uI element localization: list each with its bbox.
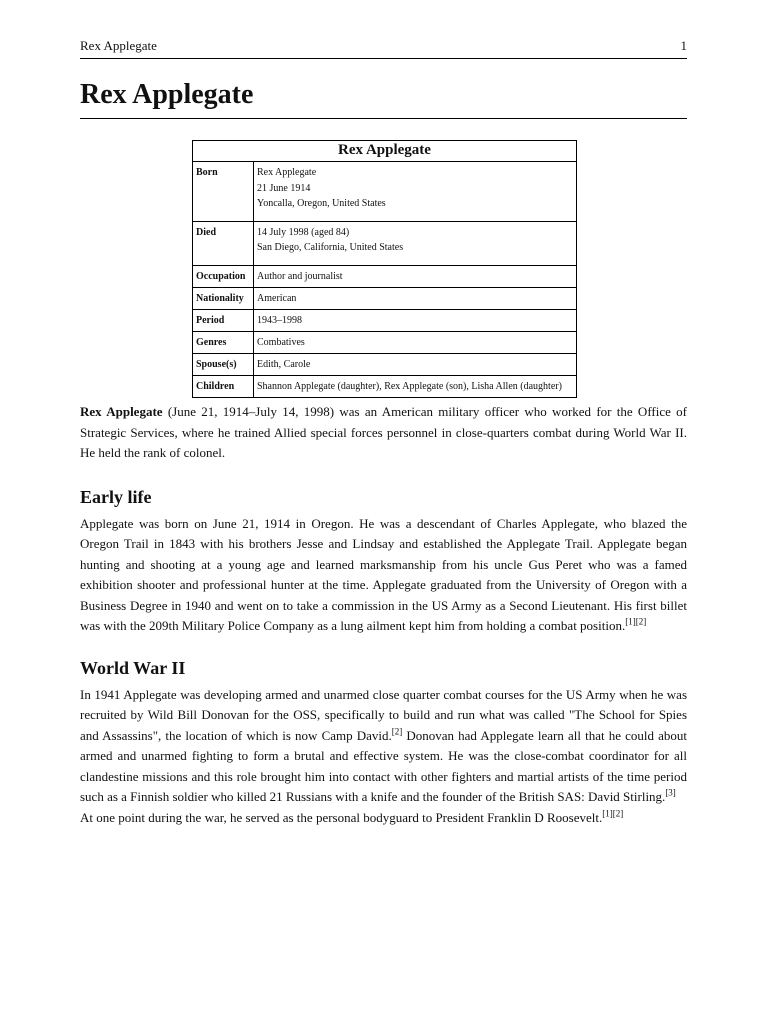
ww2-paragraph-1	[80, 685, 687, 808]
infobox-label-died: Died	[193, 221, 254, 265]
early-life-text: Applegate was born on June 21, 1914 in Oregon. He was a descendant of Charles Applegate, who blazed the Oregon Trail in 1843 with his brothers Jesse and Lindsay and established the Applegate Trail. Applegate began hunting and shooting at a young age and learned marksmanship from his uncle Gus Peret who was a famed exhibition shooter and professional hunter at the time. Applegate graduated from the University of Oregon with a Business Degree in 1940 and went on to take a commission in the US Army as a Second Lieutenant. His first billet was with the 209th Military Police Company as a lung ailment kept him from holding a combat position.	[80, 515, 687, 633]
infobox-caption-row	[193, 141, 577, 162]
infobox-caption: Rex Applegate	[193, 141, 577, 162]
died-place: San Diego, California, United States	[257, 242, 404, 253]
infobox-value-nationality: American	[254, 287, 577, 309]
infobox-row-children	[193, 375, 577, 397]
infobox-label-nationality: Nationality	[193, 287, 254, 309]
running-header	[80, 38, 687, 59]
infobox-value-children: Shannon Applegate (daughter), Rex Applegate (son), Lisha Allen (daughter)	[254, 375, 577, 397]
infobox-label-occupation: Occupation	[193, 265, 254, 287]
infobox-label-children: Children	[193, 375, 254, 397]
page-title: Rex Applegate	[80, 78, 687, 119]
infobox-label-period: Period	[193, 309, 254, 331]
infobox-label-genres: Genres	[193, 331, 254, 353]
infobox-row-period	[193, 309, 577, 331]
page-number: 1	[680, 38, 687, 53]
ww2-text-2: At one point during the war, he served as the personal bodyguard to President Franklin D Roosevelt.	[80, 809, 603, 825]
citation-early-life[interactable]: [1][2]	[625, 616, 647, 627]
lead-text: (June 21, 1914–July 14, 1998) was an American military officer who worked for the Office of Strategic Services, where he trained Allied special forces personnel in close-quarters combat during World War II. He held the rank of colonel.	[80, 404, 687, 460]
infobox-value-born	[254, 162, 577, 222]
infobox-row-occupation	[193, 265, 577, 287]
infobox-row-nationality	[193, 287, 577, 309]
citation-ww2-2[interactable]: [1][2]	[602, 808, 624, 819]
infobox-value-genres: Combatives	[254, 331, 577, 353]
lead-paragraph	[80, 402, 687, 464]
infobox-label-born: Born	[193, 162, 254, 222]
heading-world-war-ii: World War II	[80, 657, 186, 678]
infobox-row-genres	[193, 331, 577, 353]
heading-early-life: Early life	[80, 486, 152, 507]
early-life-paragraph	[80, 514, 687, 637]
citation-ww2-a[interactable]: [2]	[391, 726, 403, 737]
infobox-row-spouse	[193, 353, 577, 375]
infobox-value-period: 1943–1998	[254, 309, 577, 331]
article-body	[80, 402, 687, 836]
born-date: 21 June 1914	[257, 182, 311, 194]
infobox	[192, 140, 577, 398]
infobox-value-occupation: Author and journalist	[254, 265, 577, 287]
infobox-value-died	[254, 221, 577, 265]
running-header-title: Rex Applegate	[80, 38, 157, 53]
born-place: Yoncalla, Oregon, United States	[257, 198, 386, 209]
infobox-row-died	[193, 221, 577, 265]
ww2-paragraph-2	[80, 808, 687, 829]
lead-subject-name: Rex Applegate	[80, 404, 163, 419]
citation-ww2-b[interactable]: [3]	[665, 787, 676, 798]
ww2-text-b: Donovan had Applegate learn all that he could about armed and unarmed fighting to form a brutal and effective system. He was the close-combat coordinator for all clandestine missions and this role brought him into contact with other fighters and martial artists of the time period such as a Finnish soldier who killed 21 Russians with a knife and the founder of the British SAS: David Stirling.	[80, 727, 687, 804]
infobox-value-spouse: Edith, Carole	[254, 353, 577, 375]
infobox-label-spouse: Spouse(s)	[193, 353, 254, 375]
infobox-row-born	[193, 162, 577, 222]
born-name: Rex Applegate	[257, 167, 317, 178]
died-date: 14 July 1998 (aged 84)	[257, 226, 350, 238]
ww2-text-a: In 1941 Applegate was developing armed and unarmed close quarter combat courses for the US Army when he was recruited by Wild Bill Donovan for the OSS, specifically to build and run what was called "The School for Spies and Assassins", the location of which is now Camp David.	[80, 686, 687, 743]
